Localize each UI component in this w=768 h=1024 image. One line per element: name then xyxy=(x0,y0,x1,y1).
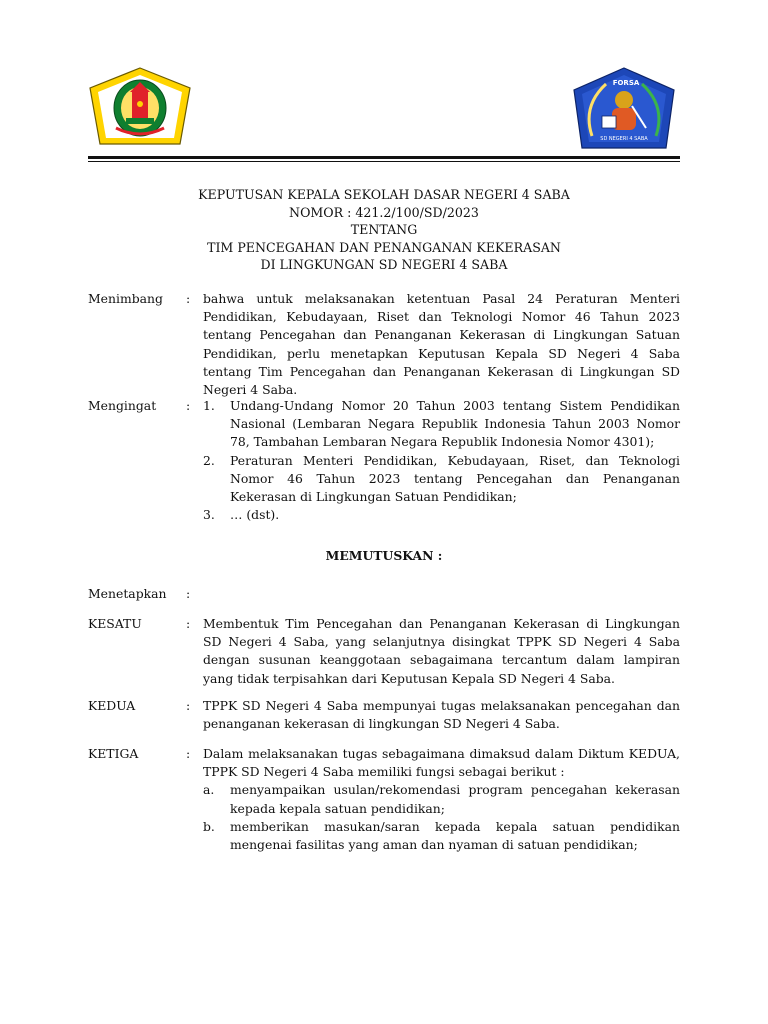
section-colon: : xyxy=(186,291,191,306)
list-item-text: … (dst). xyxy=(230,507,280,523)
title-line-5: DI LINGKUNGAN SD NEGERI 4 SABA xyxy=(260,257,508,273)
memutuskan-heading: MEMUTUSKAN : xyxy=(325,548,443,563)
kesatu-text: Membentuk Tim Pencegahan dan Penanganan Kekerasan di Lingkungan SD Negeri 4 Saba, yang selanjutnya disingkat TPPK SD Negeri 4 Saba dengan susunan keanggotaan sebagaimana tercantum dalam lampiran yang tidak terpisahkan dari Keputusan Kepala SD Negeri 4 Saba. xyxy=(203,616,680,686)
list-item xyxy=(203,781,680,817)
school-forsa-emblem-icon xyxy=(570,66,678,152)
header-rule-thin xyxy=(88,161,680,162)
section-label: Menimbang xyxy=(88,291,163,306)
list-item-text: Peraturan Menteri Pendidikan, Kebudayaan, Riset, dan Teknologi Nomor 46 Tahun 2023 tentang Pencegahan dan Penanganan Kekerasan di Lingkungan Satuan Pendidikan; xyxy=(230,452,680,505)
kedua-text: TPPK SD Negeri 4 Saba mempunyai tugas melaksanakan pencegahan dan penanganan kekerasan di lingkungan SD Negeri 4 Saba. xyxy=(203,698,680,732)
section-colon: : xyxy=(186,586,191,601)
list-item-text: Undang-Undang Nomor 20 Tahun 2003 tentang Sistem Pendidikan Nasional (Lembaran Negara Republik Indonesia Tahun 2003 Nomor 78, Tambahan Lembaran Negara Republik Indonesia Nomor 4301); xyxy=(230,398,680,450)
section-colon: : xyxy=(186,698,191,713)
section-label: Mengingat xyxy=(88,398,157,413)
document-title-block xyxy=(88,186,680,274)
list-item xyxy=(203,818,680,854)
section-label: KETIGA xyxy=(88,746,139,761)
ketiga-text: Dalam melaksanakan tugas sebagaimana dimaksud dalam Diktum KEDUA, TPPK SD Negeri 4 Saba memiliki fungsi sebagai berikut : xyxy=(203,746,680,780)
list-item-number: 2. xyxy=(203,452,215,468)
logo-text-top: FORSA xyxy=(612,79,640,87)
list-item-text: memberikan masukan/saran kepada kepala satuan pendidikan mengenai fasilitas yang aman dan nyaman di satuan pendidikan; xyxy=(230,818,680,853)
list-item-text: menyampaikan usulan/rekomendasi program pencegahan kekerasan kepada kepala satuan pendidikan; xyxy=(230,782,680,816)
section-colon: : xyxy=(186,746,191,761)
title-line-2: NOMOR : 421.2/100/SD/2023 xyxy=(289,204,479,220)
title-line-1: KEPUTUSAN KEPALA SEKOLAH DASAR NEGERI 4 SABA xyxy=(198,187,570,202)
header-rule-thick xyxy=(88,156,680,159)
list-item-letter: b. xyxy=(203,818,215,834)
list-item-letter: a. xyxy=(203,782,215,798)
list-item xyxy=(203,397,680,452)
menimbang-text: bahwa untuk melaksanakan ketentuan Pasal 24 Peraturan Menteri Pendidikan, Kebudayaan, Riset dan Teknologi Nomor 46 Tahun 2023 tentang Pencegahan dan Penanganan Kekerasan di Lingkungan Satuan Pendidikan, perlu menetapkan Keputusan Kepala SD Negeri 4 Saba tentang Tim Pencegahan dan Penanganan Kekerasan di Lingkungan SD Negeri 4 Saba. xyxy=(203,291,680,398)
list-item-number: 1. xyxy=(203,398,215,413)
section-colon: : xyxy=(186,616,191,631)
section-label: Menetapkan xyxy=(88,586,167,601)
list-item xyxy=(203,452,680,507)
logo-text-bottom: SD NEGERI 4 SABA xyxy=(600,136,648,142)
regency-shield-emblem-icon xyxy=(86,66,194,148)
section-label: KEDUA xyxy=(88,698,136,713)
section-colon: : xyxy=(186,398,191,413)
list-item-number: 3. xyxy=(203,507,215,523)
title-line-3: TENTANG xyxy=(350,222,418,238)
section-label: KESATU xyxy=(88,616,142,631)
list-item xyxy=(203,506,680,524)
title-line-4: TIM PENCEGAHAN DAN PENANGANAN KEKERASAN xyxy=(207,239,561,255)
